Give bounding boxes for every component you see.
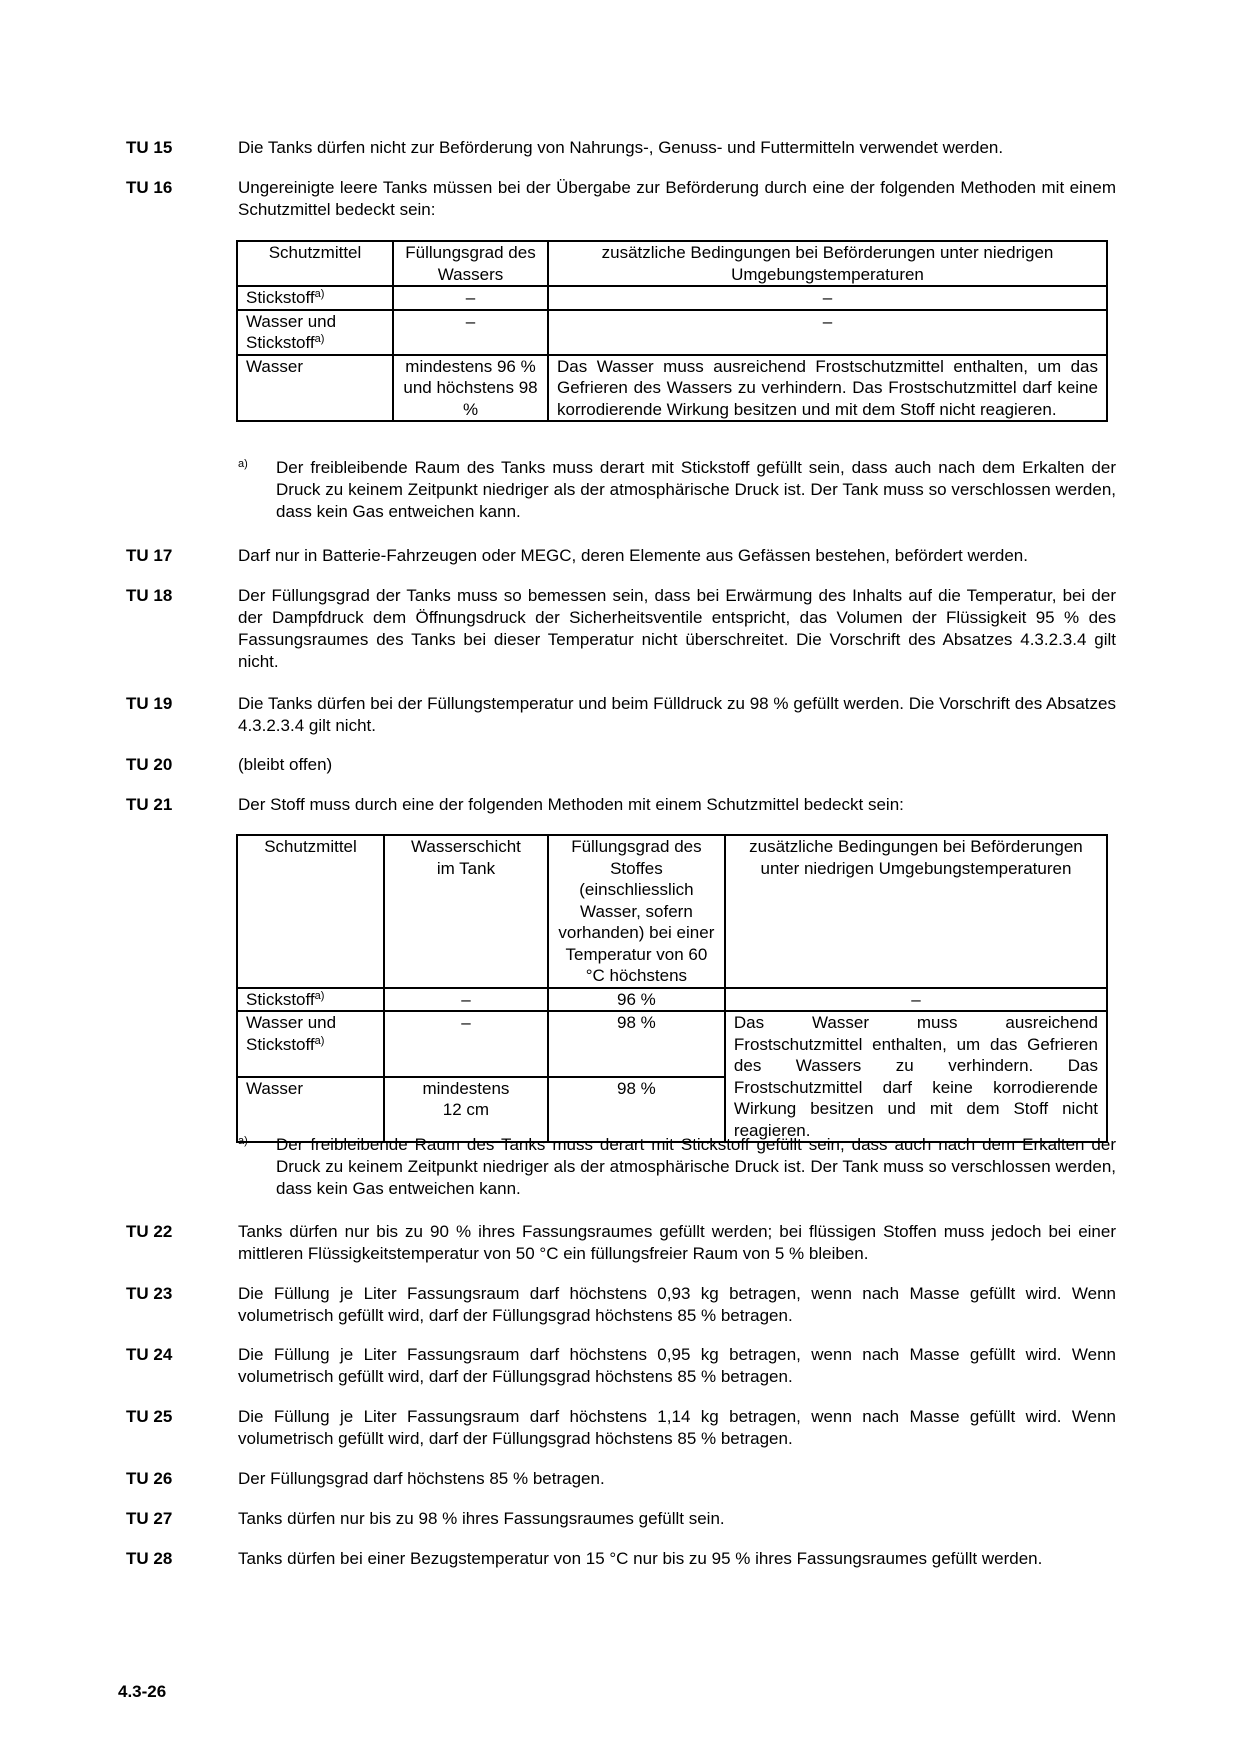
entry-code: TU 21 xyxy=(126,795,173,814)
footnote-mark: a) xyxy=(238,458,248,470)
entry-text: Die Füllung je Liter Fassungsraum darf höchstens 0,93 kg betragen, wenn nach Masse gefüllt wird. Wenn volumetrisch gefüllt wird, darf der Füllungsgrad höchstens 85 % betragen. xyxy=(238,1284,1116,1325)
table-row xyxy=(237,310,1107,355)
table-cell: Wasser xyxy=(237,355,393,422)
table-cell: – xyxy=(548,310,1107,355)
header-cell: zusätzliche Bedingungen bei Beförderungen unter niedrigen Umgebungstemperaturen xyxy=(548,241,1107,286)
header-cell: Wasserschicht im Tank xyxy=(384,835,548,988)
table-cell: 98 % xyxy=(548,1011,725,1077)
table-cell: – xyxy=(725,988,1107,1012)
entry-text: Tanks dürfen nur bis zu 90 % ihres Fassungsraumes gefüllt werden; bei flüssigen Stoffen muss jedoch bei einer mittleren Flüssigkeitstemperatur von 50 °C ein füllungsfreier Raum von 5 % bleiben. xyxy=(238,1222,1116,1263)
table-cell: Das Wasser muss ausreichend Frostschutzmittel enthalten, um das Gefrieren des Wassers zu verhindern. Das Frostschutzmittel darf keine korrodierende Wirkung besitzen und mit dem Stoff nicht reagieren. xyxy=(725,1011,1107,1142)
header-cell: Schutzmittel xyxy=(237,241,393,286)
header-cell: Füllungsgrad des Stoffes (einschliesslich Wasser, sofern vorhanden) bei einer Temperatur von 60 °C höchstens xyxy=(548,835,725,988)
footnote-mark: a) xyxy=(238,1135,248,1147)
entry-text: Ungereinigte leere Tanks müssen bei der Übergabe zur Beförderung durch eine der folgenden Methoden mit einem Schutzmittel bedeckt sein: xyxy=(238,178,1116,219)
table-cell: Stickstoff$^{a)}$ xyxy=(237,988,384,1012)
footnote-ref: a) xyxy=(314,989,325,1002)
table-tu16 xyxy=(236,240,1108,422)
entry-code: TU 16 xyxy=(126,178,173,197)
table-cell: Wasser und Stickstoff$^{a)}$ xyxy=(237,1011,384,1077)
page-number: 4.3-26 xyxy=(118,1682,167,1701)
entry-code: TU 26 xyxy=(126,1469,173,1488)
entry-text: Die Tanks dürfen bei der Füllungstemperatur und beim Fülldruck zu 98 % gefüllt werden. Die Vorschrift des Absatzes 4.3.2.3.4 gilt nicht. xyxy=(238,694,1116,735)
entry-text: Der Füllungsgrad der Tanks muss so bemessen sein, dass bei Erwärmung des Inhalts auf die Temperatur, bei der der Dampfdruck dem Öffnungsdruck der Sicherheitsventile entspricht, das Volumen der Flüssigkeit 95 % des Fassungsraumes des Tanks bei dieser Temperatur nicht überschreitet. Die Vorschrift des Absatzes 4.3.2.3.4 gilt nicht. xyxy=(238,586,1116,671)
header-cell: Schutzmittel xyxy=(237,835,384,988)
entry-code: TU 28 xyxy=(126,1549,173,1568)
table-cell: mindestens 12 cm xyxy=(384,1077,548,1143)
entry-text: Die Tanks dürfen nicht zur Beförderung von Nahrungs-, Genuss- und Futtermitteln verwendet werden. xyxy=(238,138,1004,157)
entry-text: (bleibt offen) xyxy=(238,755,333,774)
footnote-ref: a) xyxy=(314,288,325,300)
table-cell: Stickstoff$^{a)}$ xyxy=(237,286,393,310)
table-cell: – xyxy=(393,286,548,310)
entry-text: Tanks dürfen nur bis zu 98 % ihres Fassungsraumes gefüllt sein. xyxy=(238,1509,725,1528)
table-cell: Wasser xyxy=(237,1077,384,1143)
footnote-text: Der freibleibende Raum des Tanks muss derart mit Stickstoff gefüllt sein, dass auch nach dem Erkalten der Druck zu keinem Zeitpunkt niedriger als der atmosphärische Druck ist. Der Tank muss so verschlossen werden, dass kein Gas entweichen kann. xyxy=(276,1135,1116,1198)
entry-code: TU 25 xyxy=(126,1407,173,1426)
footnote-text: Der freibleibende Raum des Tanks muss derart mit Stickstoff gefüllt sein, dass auch nach dem Erkalten der Druck zu keinem Zeitpunkt niedriger als der atmosphärische Druck ist. Der Tank muss so verschlossen werden, dass kein Gas entweichen kann. xyxy=(276,458,1116,521)
table-row xyxy=(237,988,1107,1012)
entry-text: Der Stoff muss durch eine der folgenden Methoden mit einem Schutzmittel bedeckt sein: xyxy=(238,795,904,814)
entry-text: Der Füllungsgrad darf höchstens 85 % betragen. xyxy=(238,1469,605,1488)
entry-text: Die Füllung je Liter Fassungsraum darf höchstens 1,14 kg betragen, wenn nach Masse gefüllt wird. Wenn volumetrisch gefüllt wird, darf der Füllungsgrad höchstens 85 % betragen. xyxy=(238,1407,1116,1448)
footnote-ref: a) xyxy=(314,1034,325,1047)
table-cell: – xyxy=(384,1011,548,1077)
entry-code: TU 24 xyxy=(126,1345,173,1364)
entry-code: TU 22 xyxy=(126,1222,173,1241)
entry-code: TU 15 xyxy=(126,138,173,157)
entry-code: TU 19 xyxy=(126,694,173,713)
header-cell: Füllungsgrad des Wassers xyxy=(393,241,548,286)
entry-text: Tanks dürfen bei einer Bezugstemperatur von 15 °C nur bis zu 95 % ihres Fassungsraumes gefüllt werden. xyxy=(238,1549,1043,1568)
table-row xyxy=(237,286,1107,310)
footnote-ref: a) xyxy=(314,333,325,345)
table-cell: – xyxy=(548,286,1107,310)
table-row xyxy=(237,355,1107,422)
table-cell: mindestens 96 % und höchstens 98 % xyxy=(393,355,548,422)
entry-code: TU 27 xyxy=(126,1509,173,1528)
header-cell: zusätzliche Bedingungen bei Beförderungen unter niedrigen Umgebungstemperaturen xyxy=(725,835,1107,988)
table-cell: – xyxy=(393,310,548,355)
table-cell: 98 % xyxy=(548,1077,725,1143)
table-header-row xyxy=(237,835,1107,988)
table-cell: Wasser und Stickstoff$^{a)}$ xyxy=(237,310,393,355)
entry-text: Darf nur in Batterie-Fahrzeugen oder MEGC, deren Elemente aus Gefässen bestehen, befördert werden. xyxy=(238,546,1028,565)
table-tu21 xyxy=(236,834,1108,1143)
entry-code: TU 23 xyxy=(126,1284,173,1303)
table-cell: – xyxy=(384,988,548,1012)
entry-code: TU 18 xyxy=(126,586,173,605)
entry-code: TU 20 xyxy=(126,755,173,774)
entry-text: Die Füllung je Liter Fassungsraum darf höchstens 0,95 kg betragen, wenn nach Masse gefüllt wird. Wenn volumetrisch gefüllt wird, darf der Füllungsgrad höchstens 85 % betragen. xyxy=(238,1345,1116,1386)
table-header-row xyxy=(237,241,1107,286)
table-cell: 96 % xyxy=(548,988,725,1012)
table-cell: Das Wasser muss ausreichend Frostschutzmittel enthalten, um das Gefrieren des Wassers zu verhindern. Das Frostschutzmittel darf keine korrodierende Wirkung besitzen und mit dem Stoff nicht reagieren. xyxy=(548,355,1107,422)
entry-code: TU 17 xyxy=(126,546,173,565)
table-row xyxy=(237,1011,1107,1077)
